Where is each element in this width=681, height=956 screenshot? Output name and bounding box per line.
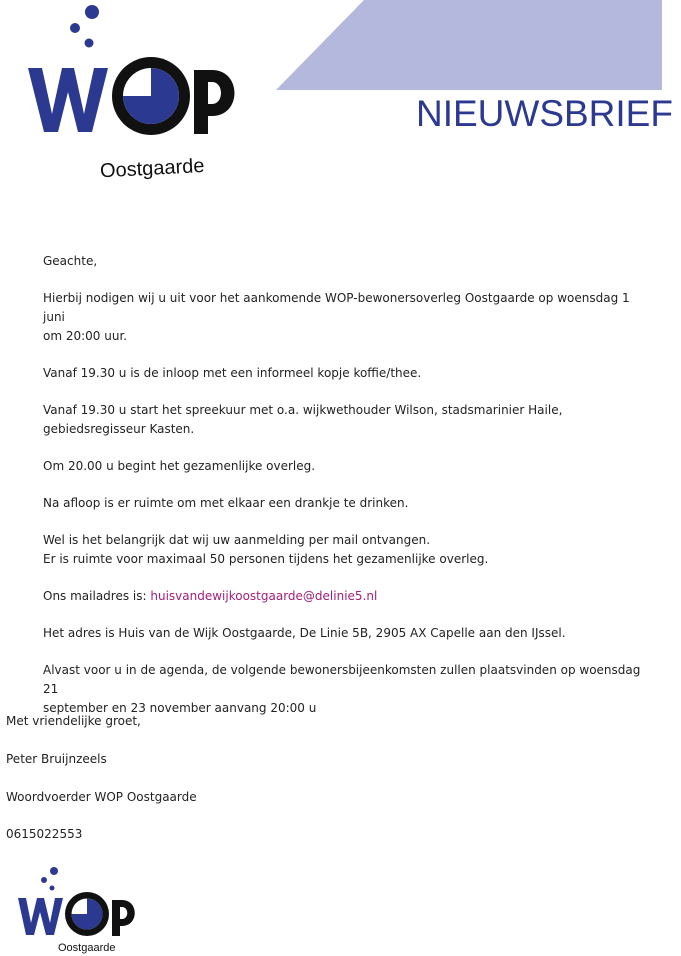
signature-name: Peter Bruijnzeels bbox=[6, 752, 107, 766]
mail-label: Ons mailadres is: bbox=[43, 589, 151, 603]
paragraph-mail bbox=[43, 587, 643, 606]
salutation: Geachte, bbox=[43, 254, 98, 268]
paragraph-inloop: Vanaf 19.30 u is de inloop met een informeel kopje koffie/thee. bbox=[43, 366, 422, 380]
paragraph-invitation-2: om 20:00 uur. bbox=[43, 329, 128, 343]
signature-role: Woordvoerder WOP Oostgaarde bbox=[6, 790, 197, 804]
paragraph-agenda-1: Alvast voor u in de agenda, de volgende bewonersbijeenkomsten zullen plaatsvinden op woensdag 21 bbox=[43, 663, 641, 696]
logo-dots-icon bbox=[41, 867, 58, 891]
paragraph-aanmelding-2: Er is ruimte voor maximaal 50 personen tijdens het gezamenlijke overleg. bbox=[43, 552, 489, 566]
paragraph-invitation-1: Hierbij nodigen wij u uit voor het aankomende WOP-bewonersoverleg Oostgaarde op woensdag 1 juni bbox=[43, 291, 630, 324]
signature-phone: 0615022553 bbox=[6, 827, 83, 841]
paragraph-overleg: Om 20.00 u begint het gezamenlijke overleg. bbox=[43, 459, 316, 473]
paragraph-adres: Het adres is Huis van de Wijk Oostgaarde, De Linie 5B, 2905 AX Capelle aan den IJssel. bbox=[43, 626, 566, 640]
logo-dots-icon bbox=[70, 5, 99, 48]
newsletter-title: NIEUWSBRIEF bbox=[416, 93, 673, 134]
header-banner bbox=[276, 0, 662, 90]
wop-logo bbox=[22, 2, 252, 187]
paragraph-spreekuur-2: gebiedsregisseur Kasten. bbox=[43, 422, 195, 436]
paragraph-aanmelding-1: Wel is het belangrijk dat wij uw aanmelding per mail ontvangen. bbox=[43, 533, 431, 547]
logo-subtitle: Oostgaarde bbox=[58, 942, 116, 954]
paragraph-afloop: Na afloop is er ruimte om met elkaar een drankje te drinken. bbox=[43, 496, 409, 510]
mail-link[interactable]: huisvandewijkoostgaarde@delinie5.nl bbox=[150, 589, 378, 603]
paragraph-spreekuur-1: Vanaf 19.30 u start het spreekuur met o.a. wijkwethouder Wilson, stadsmarinier Haile, bbox=[43, 403, 563, 417]
paragraph-agenda-2: september en 23 november aanvang 20:00 u bbox=[43, 701, 317, 715]
letter-body bbox=[43, 252, 643, 718]
logo-subtitle: Oostgaarde bbox=[99, 154, 205, 183]
wop-logo-footer bbox=[14, 865, 144, 955]
closing-greeting: Met vriendelijke groet, bbox=[6, 714, 141, 728]
